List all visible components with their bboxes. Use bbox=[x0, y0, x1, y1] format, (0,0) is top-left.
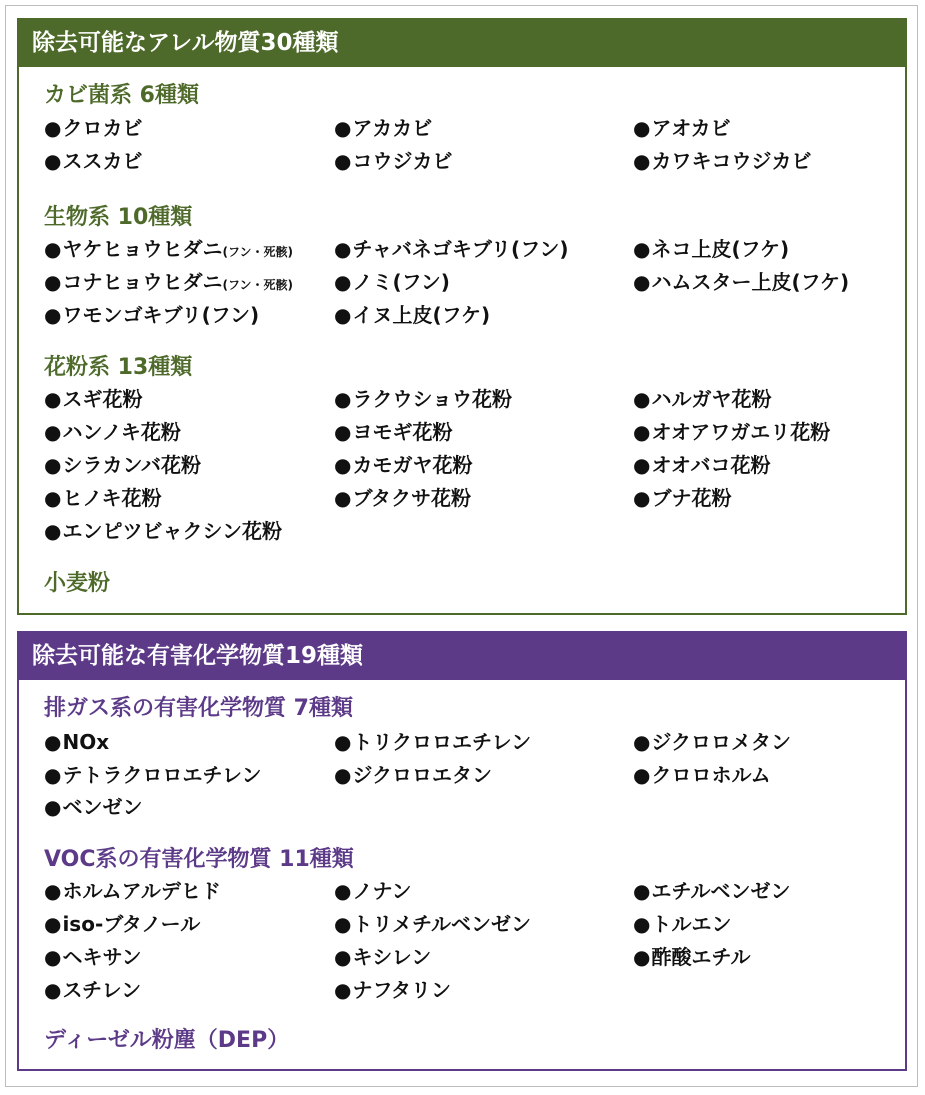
list-item: ●トルエン bbox=[633, 912, 732, 936]
bullet-icon: ● bbox=[44, 519, 62, 543]
bullet-icon: ● bbox=[44, 912, 62, 936]
bullet-icon: ● bbox=[633, 879, 651, 903]
diesel-heading: ディーゼル粉塵（DEP） bbox=[44, 1028, 290, 1053]
bullet-icon: ● bbox=[44, 879, 62, 903]
list-item: ●トリクロロエチレン bbox=[334, 730, 532, 754]
list-item: ●ラクウショウ花粉 bbox=[334, 387, 513, 411]
bullet-icon: ● bbox=[633, 945, 651, 969]
list-item: ●スチレン bbox=[44, 978, 142, 1002]
bullet-icon: ● bbox=[44, 730, 62, 754]
bullet-icon: ● bbox=[334, 763, 352, 787]
list-item: ●ジクロロメタン bbox=[633, 730, 792, 754]
bullet-icon: ● bbox=[334, 486, 352, 510]
bullet-icon: ● bbox=[44, 763, 62, 787]
bullet-icon: ● bbox=[44, 270, 62, 294]
allergen-panel bbox=[17, 18, 907, 615]
list-item: ●カモガヤ花粉 bbox=[334, 453, 473, 477]
bullet-icon: ● bbox=[334, 387, 352, 411]
list-item: ●ススカビ bbox=[44, 149, 143, 173]
list-item: ●スギ花粉 bbox=[44, 387, 143, 411]
list-item: ●ヒノキ花粉 bbox=[44, 486, 162, 510]
list-item: ●ネコ上皮(フケ) bbox=[633, 237, 790, 261]
list-item: ●コウジカビ bbox=[334, 149, 453, 173]
list-item: ●イヌ上皮(フケ) bbox=[334, 303, 491, 327]
list-item: ●クロカビ bbox=[44, 116, 143, 140]
list-item: ●ハムスター上皮(フケ) bbox=[633, 270, 850, 294]
bullet-icon: ● bbox=[334, 237, 352, 261]
bullet-icon: ● bbox=[334, 945, 352, 969]
list-item: ●ジクロロエタン bbox=[334, 763, 493, 787]
chemical-title: 除去可能な有害化学物質19種類 bbox=[19, 633, 905, 680]
bullet-icon: ● bbox=[44, 453, 62, 477]
bullet-icon: ● bbox=[633, 730, 651, 754]
bullet-icon: ● bbox=[633, 387, 651, 411]
exhaust-heading: 排ガス系の有害化学物質 7種類 bbox=[44, 696, 353, 721]
bullet-icon: ● bbox=[633, 763, 651, 787]
bullet-icon: ● bbox=[334, 303, 352, 327]
bullet-icon: ● bbox=[44, 420, 62, 444]
chemical-panel bbox=[17, 631, 907, 1071]
bullet-icon: ● bbox=[44, 945, 62, 969]
bullet-icon: ● bbox=[44, 387, 62, 411]
list-item: ●ホルムアルデヒド bbox=[44, 879, 221, 903]
bullet-icon: ● bbox=[44, 486, 62, 510]
bullet-icon: ● bbox=[334, 978, 352, 1002]
list-item: ●オオバコ花粉 bbox=[633, 453, 771, 477]
bullet-icon: ● bbox=[633, 486, 651, 510]
list-item: ●NOx bbox=[44, 730, 110, 754]
bullet-icon: ● bbox=[633, 237, 651, 261]
pollen-heading: 花粉系 13種類 bbox=[44, 355, 193, 380]
voc-heading: VOC系の有害化学物質 11種類 bbox=[44, 847, 354, 872]
list-item: ●ヤケヒョウヒダニ(フン・死骸) bbox=[44, 237, 293, 261]
bullet-icon: ● bbox=[44, 303, 62, 327]
bullet-icon: ● bbox=[633, 453, 651, 477]
bullet-icon: ● bbox=[334, 453, 352, 477]
list-item: ●ブナ花粉 bbox=[633, 486, 732, 510]
bullet-icon: ● bbox=[334, 879, 352, 903]
bullet-icon: ● bbox=[334, 912, 352, 936]
bio-heading: 生物系 10種類 bbox=[44, 205, 193, 230]
wheat-heading: 小麦粉 bbox=[44, 571, 111, 596]
bullet-icon: ● bbox=[334, 730, 352, 754]
list-item: ●カワキコウジカビ bbox=[633, 149, 812, 173]
list-item: ●ノナン bbox=[334, 879, 412, 903]
bullet-icon: ● bbox=[44, 978, 62, 1002]
list-item: ●トリメチルベンゼン bbox=[334, 912, 532, 936]
bullet-icon: ● bbox=[334, 149, 352, 173]
bullet-icon: ● bbox=[44, 116, 62, 140]
bullet-icon: ● bbox=[44, 795, 62, 819]
list-item: ●ベンゼン bbox=[44, 795, 143, 819]
list-item: ●エンピツビャクシン花粉 bbox=[44, 519, 282, 543]
list-item: ●エチルベンゼン bbox=[633, 879, 791, 903]
list-item: ●キシレン bbox=[334, 945, 432, 969]
bullet-icon: ● bbox=[633, 420, 651, 444]
bullet-icon: ● bbox=[44, 149, 62, 173]
list-item: ●クロロホルム bbox=[633, 763, 771, 787]
bullet-icon: ● bbox=[633, 270, 651, 294]
bullet-icon: ● bbox=[334, 420, 352, 444]
list-item: ●オオアワガエリ花粉 bbox=[633, 420, 831, 444]
bullet-icon: ● bbox=[633, 912, 651, 936]
bullet-icon: ● bbox=[633, 149, 651, 173]
list-item: ●ナフタリン bbox=[334, 978, 452, 1002]
list-item: ●ヘキサン bbox=[44, 945, 142, 969]
list-item: ●アオカビ bbox=[633, 116, 731, 140]
bullet-icon: ● bbox=[334, 116, 352, 140]
list-item: ●ノミ(フン) bbox=[334, 270, 450, 294]
bullet-icon: ● bbox=[334, 270, 352, 294]
list-item: ●チャバネゴキブリ(フン) bbox=[334, 237, 569, 261]
list-item: ●ヨモギ花粉 bbox=[334, 420, 453, 444]
list-item: ●ブタクサ花粉 bbox=[334, 486, 472, 510]
list-item: ●ワモンゴキブリ(フン) bbox=[44, 303, 260, 327]
list-item: ●iso-ブタノール bbox=[44, 912, 201, 936]
allergen-title: 除去可能なアレル物質30種類 bbox=[19, 20, 905, 67]
list-item: ●酢酸エチル bbox=[633, 945, 751, 969]
bullet-icon: ● bbox=[44, 237, 62, 261]
list-item: ●ハンノキ花粉 bbox=[44, 420, 181, 444]
list-item: ●ハルガヤ花粉 bbox=[633, 387, 772, 411]
mold-heading: カビ菌系 6種類 bbox=[44, 83, 199, 108]
list-item: ●コナヒョウヒダニ(フン・死骸) bbox=[44, 270, 293, 294]
list-item: ●アカカビ bbox=[334, 116, 433, 140]
bullet-icon: ● bbox=[633, 116, 651, 140]
list-item: ●シラカンバ花粉 bbox=[44, 453, 202, 477]
list-item: ●テトラクロロエチレン bbox=[44, 763, 262, 787]
